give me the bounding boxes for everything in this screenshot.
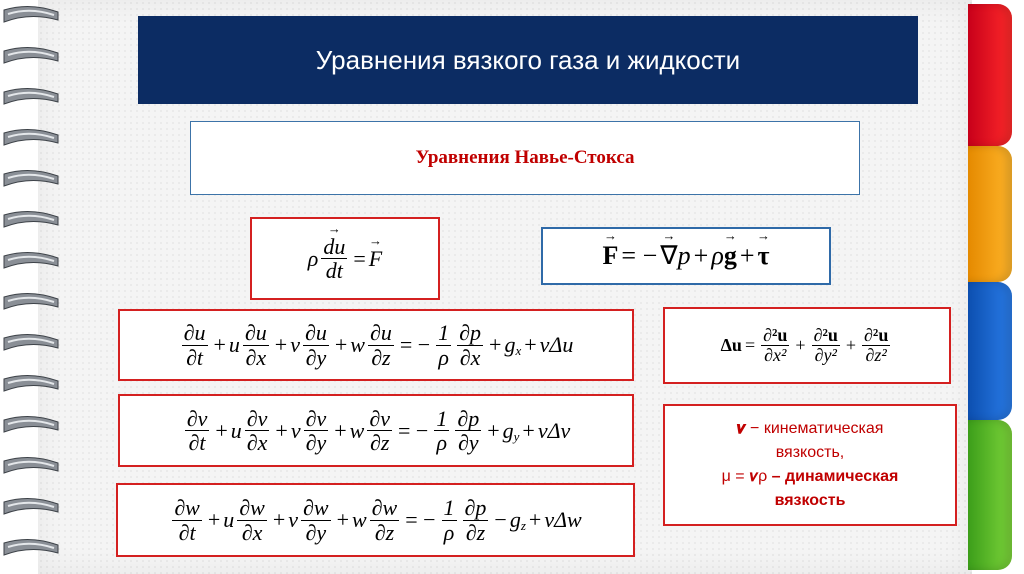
fraction bbox=[455, 407, 481, 454]
equals-sign: = bbox=[353, 245, 366, 271]
denominator: ∂y bbox=[305, 519, 327, 545]
numerator: ∂u bbox=[304, 320, 327, 346]
denominator: ∂y bbox=[305, 430, 327, 455]
fraction bbox=[304, 407, 329, 454]
denominator: ∂z bbox=[465, 519, 486, 545]
viscous-term: νΔv bbox=[537, 417, 571, 443]
gravity-subscript: y bbox=[513, 428, 520, 444]
denominator: ρ bbox=[438, 344, 449, 370]
force-vector: → F bbox=[369, 246, 382, 272]
fraction bbox=[182, 321, 208, 368]
d2u-dz2 bbox=[862, 326, 890, 365]
gravity-component: g bbox=[502, 417, 514, 443]
force-F: → F bbox=[603, 241, 619, 271]
numerator: ∂w bbox=[303, 495, 329, 521]
tab-blue[interactable] bbox=[968, 282, 1012, 420]
fraction bbox=[172, 496, 202, 543]
denominator: ∂x bbox=[241, 519, 263, 545]
gravity-subscript: z bbox=[520, 518, 526, 533]
tab-green[interactable] bbox=[968, 420, 1012, 570]
fraction bbox=[457, 321, 483, 368]
numerator: ∂v bbox=[369, 405, 390, 431]
numerator: ∂v bbox=[186, 405, 208, 431]
denominator: ∂z bbox=[371, 344, 391, 370]
denominator: ∂x² bbox=[764, 345, 787, 365]
rho-symbol: ρ bbox=[307, 245, 319, 271]
denominator: ∂t bbox=[188, 430, 206, 455]
numerator: ∂p bbox=[459, 320, 482, 346]
numerator: ∂²u bbox=[864, 325, 889, 346]
gravity-g: → g bbox=[724, 241, 737, 271]
rho-symbol: ρ bbox=[711, 241, 724, 270]
kinematic-line bbox=[737, 417, 884, 441]
fraction bbox=[237, 496, 267, 543]
numerator: ∂p bbox=[457, 405, 480, 431]
denominator: ∂z bbox=[374, 519, 395, 545]
dt-denominator: dt bbox=[325, 258, 343, 283]
du-numerator: → du bbox=[323, 235, 345, 258]
fraction bbox=[442, 496, 457, 543]
force-equation bbox=[541, 227, 831, 285]
numerator: 1 bbox=[436, 405, 448, 431]
denominator: ∂z² bbox=[865, 345, 887, 365]
numerator: ∂u bbox=[183, 320, 206, 346]
numerator: ∂w bbox=[239, 495, 265, 521]
laplacian-equation: Δu = $\frac{\text{∂²u}}{\text{∂x²}}$ + $\frac{\text{∂²u}}{\text{∂y²}}$ + $\frac{\text{∂²u}}{\text{∂z²}}$ bbox=[663, 307, 951, 384]
fraction bbox=[370, 496, 400, 543]
denominator: ∂x bbox=[459, 344, 481, 370]
spiral-binding bbox=[0, 0, 60, 574]
subtitle: Уравнения Навье-Стокса bbox=[415, 147, 635, 168]
numerator: ∂w bbox=[371, 495, 398, 521]
du-dt-fraction bbox=[321, 235, 347, 282]
numerator: ∂u bbox=[369, 320, 392, 346]
denominator: ∂t bbox=[178, 519, 196, 545]
page-title: Уравнения вязкого газа и жидкости bbox=[315, 44, 741, 75]
numerator: 1 bbox=[443, 495, 455, 521]
stress-tau: → τ bbox=[757, 241, 769, 271]
denominator: ∂x bbox=[246, 430, 268, 455]
viscosity-word-bold: вязкость bbox=[774, 492, 846, 509]
gravity-component: g bbox=[509, 507, 521, 532]
mu-formula: μ = 𝝂ρ bbox=[721, 468, 768, 485]
fraction bbox=[303, 321, 329, 368]
laplacian-u: Δu bbox=[720, 335, 742, 355]
fraction bbox=[243, 321, 269, 368]
dynamic-text: – динамическая bbox=[767, 468, 899, 485]
viscous-term: νΔu bbox=[539, 332, 574, 357]
title-bar bbox=[138, 16, 918, 104]
plus-sign: + bbox=[693, 241, 709, 270]
numerator: ∂²u bbox=[763, 325, 788, 346]
navier-stokes-x: $\frac{\partial u}{\partial t}$ + u $\frac{\partial u}{\partial x}$ + v $\frac{\partial u}{\partial y}$ + w $\frac{\partial u}{\partial z}$ = − $\frac{1}{\rho}$ $\frac{\partial p}{\partial x}$ + g x + νΔu bbox=[118, 309, 634, 381]
fraction bbox=[463, 496, 489, 543]
denominator: ρ bbox=[436, 430, 448, 455]
numerator: ∂²u bbox=[813, 325, 838, 346]
viscosity-word: вязкость, bbox=[775, 444, 845, 461]
equals-minus: = − bbox=[621, 241, 658, 270]
numerator: ∂u bbox=[244, 320, 267, 346]
navier-stokes-z: $\frac{\partial w}{\partial t}$ + u $\frac{\partial w}{\partial x}$ + v $\frac{\partial w}{\partial y}$ + w $\frac{\partial w}{\partial z}$ = − $\frac{1}{\rho}$ $\frac{\partial p}{\partial z}$ − g z + νΔw bbox=[116, 483, 635, 557]
denominator: ∂t bbox=[186, 344, 204, 370]
nabla-symbol: → ∇ bbox=[660, 241, 677, 271]
denominator: ρ bbox=[443, 519, 455, 545]
denominator: ∂x bbox=[245, 344, 267, 370]
d2u-dy2 bbox=[812, 326, 840, 365]
newton-equation bbox=[250, 217, 440, 300]
gravity-component: g bbox=[504, 332, 516, 357]
denominator: ∂y² bbox=[814, 345, 837, 365]
tab-red[interactable] bbox=[968, 4, 1012, 146]
plus-sign: + bbox=[739, 241, 755, 270]
pressure-p: p bbox=[677, 241, 691, 270]
subtitle-box bbox=[190, 121, 860, 195]
fraction bbox=[301, 496, 331, 543]
numerator: ∂w bbox=[174, 495, 200, 521]
numerator: ∂p bbox=[464, 495, 487, 521]
viscous-term: νΔw bbox=[544, 507, 582, 532]
fraction bbox=[368, 321, 394, 368]
tab-orange[interactable] bbox=[968, 146, 1012, 282]
viscosity-definition bbox=[663, 404, 957, 526]
denominator: ∂y bbox=[457, 430, 479, 455]
d2u-dx2 bbox=[761, 326, 789, 365]
denominator: ∂z bbox=[369, 430, 390, 455]
nu-symbol: 𝝂 bbox=[736, 420, 746, 437]
kinematic-text: − кинематическая bbox=[745, 420, 884, 437]
fraction bbox=[245, 407, 270, 454]
fraction bbox=[434, 407, 449, 454]
fraction bbox=[436, 321, 451, 368]
numerator: ∂v bbox=[305, 405, 327, 431]
navier-stokes-y: $\frac{\partial v}{\partial t}$ + u $\frac{\partial v}{\partial x}$ + v $\frac{\partial v}{\partial y}$ + w $\frac{\partial v}{\partial z}$ = − $\frac{1}{\rho}$ $\frac{\partial p}{\partial y}$ + g y + νΔv bbox=[118, 394, 634, 467]
gravity-subscript: x bbox=[515, 343, 522, 358]
dynamic-line bbox=[722, 465, 899, 489]
numerator: ∂v bbox=[246, 405, 268, 431]
equals-sign: = bbox=[744, 335, 756, 355]
fraction bbox=[367, 407, 392, 454]
numerator: 1 bbox=[438, 320, 450, 346]
denominator: ∂y bbox=[305, 344, 327, 370]
fraction bbox=[185, 407, 210, 454]
